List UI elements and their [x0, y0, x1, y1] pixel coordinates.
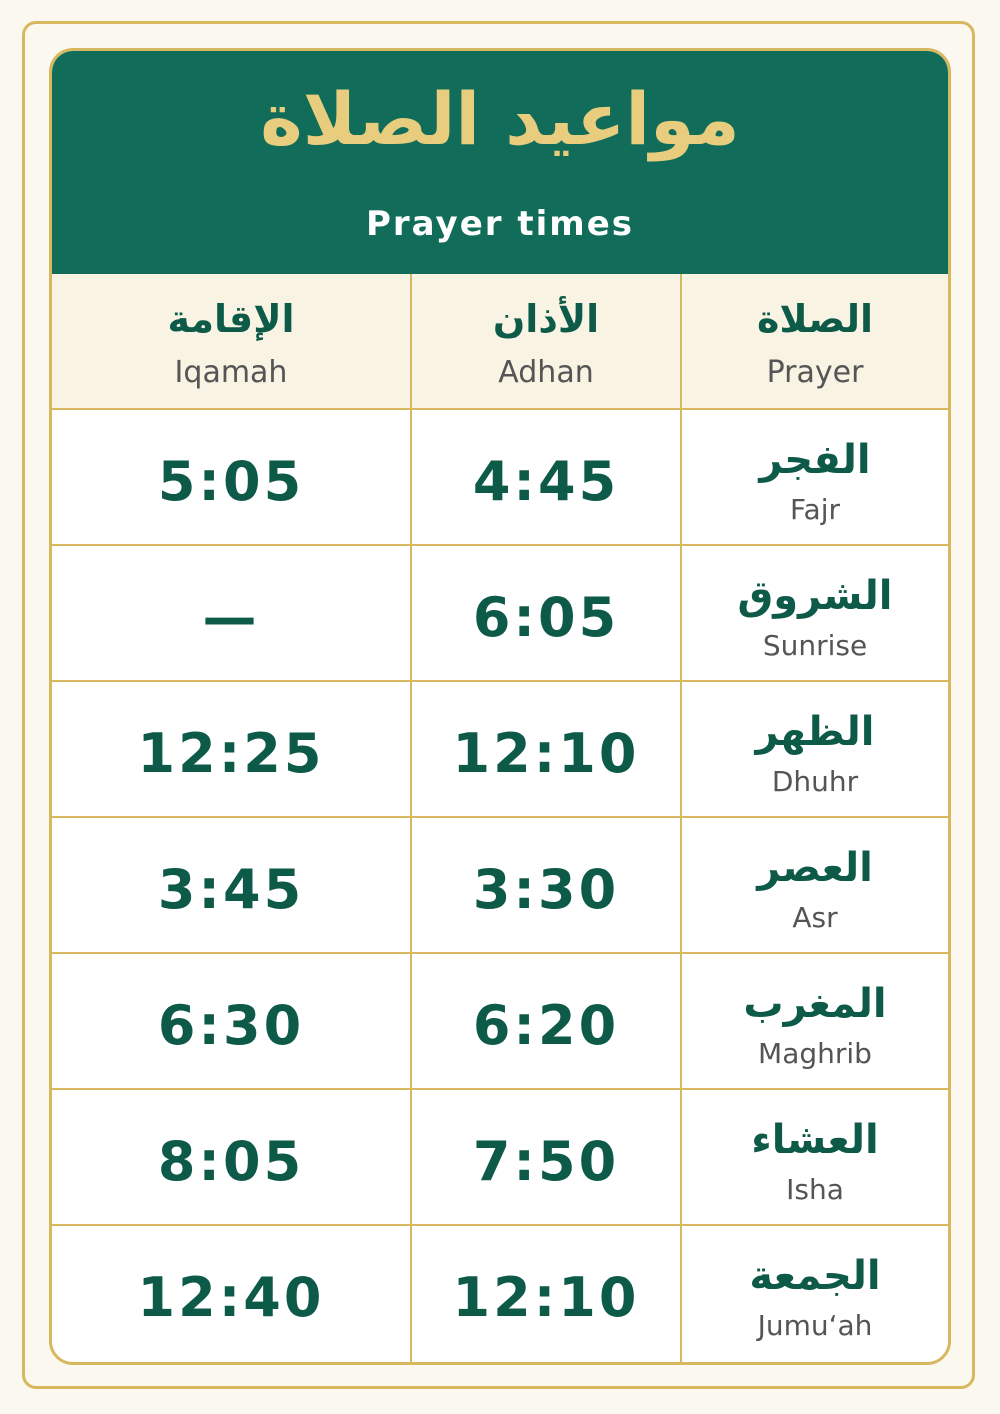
prayer-name-en: Jumu‘ah — [757, 1309, 873, 1342]
header-prayer-en: Prayer — [766, 355, 864, 390]
prayer-name-en: Fajr — [790, 493, 840, 526]
iqamah-time: 12:40 — [137, 1266, 325, 1329]
iqamah-time: 6:30 — [157, 994, 305, 1057]
title-banner — [52, 51, 948, 274]
adhan-cell — [412, 1090, 682, 1224]
adhan-time: 3:30 — [472, 858, 620, 921]
table-row — [52, 954, 948, 1090]
prayer-name-ar: الشروق — [737, 573, 893, 619]
prayer-cell — [682, 410, 948, 544]
prayer-name-en: Maghrib — [758, 1037, 872, 1070]
title-arabic: مواعيد الصلاة — [260, 77, 740, 161]
header-iqamah — [52, 274, 412, 408]
prayer-name-ar: العصر — [757, 845, 873, 891]
prayer-name-ar: العشاء — [751, 1117, 879, 1163]
prayer-name-ar: الظهر — [755, 709, 875, 755]
iqamah-cell — [52, 546, 412, 680]
adhan-time: 6:20 — [472, 994, 620, 1057]
iqamah-time: 12:25 — [137, 722, 325, 785]
table-row — [52, 410, 948, 546]
prayer-times-card — [49, 48, 951, 1365]
table-row — [52, 682, 948, 818]
iqamah-cell — [52, 954, 412, 1088]
adhan-cell — [412, 546, 682, 680]
adhan-cell — [412, 954, 682, 1088]
iqamah-time: 3:45 — [157, 858, 305, 921]
prayer-name-en: Sunrise — [762, 629, 868, 662]
iqamah-time: — — [202, 586, 260, 649]
iqamah-time: 5:05 — [157, 450, 305, 513]
header-adhan — [412, 274, 682, 408]
prayer-name-ar: الفجر — [759, 437, 871, 483]
prayer-cell — [682, 818, 948, 952]
table-row — [52, 1090, 948, 1226]
header-adhan-en: Adhan — [498, 355, 594, 390]
iqamah-cell — [52, 410, 412, 544]
iqamah-cell — [52, 1226, 412, 1362]
table-header-row — [52, 274, 948, 410]
prayer-cell — [682, 1226, 948, 1362]
prayer-name-ar: الجمعة — [749, 1253, 881, 1299]
prayer-cell — [682, 546, 948, 680]
adhan-cell — [412, 1226, 682, 1362]
adhan-time: 6:05 — [472, 586, 620, 649]
iqamah-cell — [52, 1090, 412, 1224]
prayer-name-en: Isha — [786, 1173, 844, 1206]
prayer-cell — [682, 954, 948, 1088]
adhan-cell — [412, 410, 682, 544]
header-adhan-ar: الأذان — [492, 297, 600, 341]
prayer-times-table — [52, 274, 948, 1362]
adhan-time: 12:10 — [452, 1266, 640, 1329]
header-iqamah-en: Iqamah — [174, 355, 288, 390]
title-english: Prayer times — [365, 204, 635, 244]
iqamah-time: 8:05 — [157, 1130, 305, 1193]
header-prayer — [682, 274, 948, 408]
adhan-time: 4:45 — [472, 450, 620, 513]
table-row — [52, 1226, 948, 1362]
table-row — [52, 546, 948, 682]
header-prayer-ar: الصلاة — [756, 297, 874, 341]
prayer-cell — [682, 1090, 948, 1224]
adhan-time: 12:10 — [452, 722, 640, 785]
prayer-name-en: Asr — [792, 901, 838, 934]
iqamah-cell — [52, 818, 412, 952]
prayer-name-en: Dhuhr — [771, 765, 859, 798]
adhan-cell — [412, 682, 682, 816]
adhan-time: 7:50 — [472, 1130, 620, 1193]
adhan-cell — [412, 818, 682, 952]
prayer-name-ar: المغرب — [743, 981, 887, 1027]
header-iqamah-ar: الإقامة — [167, 297, 295, 341]
table-row — [52, 818, 948, 954]
prayer-cell — [682, 682, 948, 816]
iqamah-cell — [52, 682, 412, 816]
